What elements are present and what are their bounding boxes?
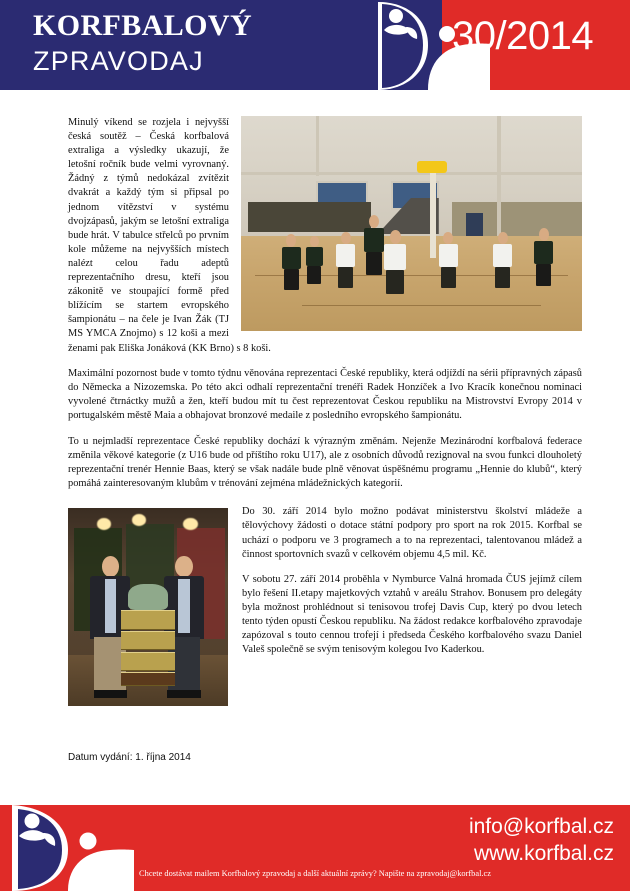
article-paragraph-3: To u nejmladší reprezentace České republiky dochází k výrazným změnám. Nejenže Mezinárodní korfbalová federace změnila věkové kategorie (z U16 bude od příštího roku U17), ale z osobních důvodů rezignoval na svou funkci dlouholetý reprezentační trenér Hennie Baas, který se však nadále bude plně věnovat úspěšnému programu „Hennie do klubů“, který pomáhá zainteresovaným klubům v trénování zejména mládežnických kategorií. <box>68 435 582 490</box>
footer-website[interactable]: www.korfbal.cz <box>473 842 614 865</box>
korfball-player-logo-icon <box>6 805 134 891</box>
article-paragraph-5: V sobotu 27. září 2014 proběhla v Nymburce Valná hromada ČUS jejímž cílem bylo řešení II.etapy majetkových vztahů v areálu Strahov. Bonusem pro delegáty byla možnost prohlédnout si tenisovou trofej Davis Cup, který po dvou letech tento týden opustí Českou republiku. Na žádost redakce korfbalového zpravodaje zapózoval s touto cennou trofejí i předseda Českého korfbalového svazu Daniel Valeš společně se svým tenisovým kolegou Ivo Kaderkou. <box>242 573 582 656</box>
paragraph-3-block <box>0 435 630 491</box>
korfball-match-photo <box>241 116 582 331</box>
article-paragraph-4: Do 30. září 2014 bylo možno podávat ministerstvu školství mládeže a tělovýchovy žádosti o dotace státní podpory pro sport na rok 2015. Korfbal se uchází o podporu ve 3 programech a to na reprezentaci, talentovanou mládež a činnost sportovních svazů v celkovém objemu 4,5 mil. Kč. <box>242 506 582 560</box>
masthead-title-line2: ZPRAVODAJ <box>33 46 204 76</box>
paragraph-2-block <box>0 367 630 423</box>
footer-contact <box>469 813 614 867</box>
intro-block <box>0 116 630 356</box>
footer-subscribe-note: Chcete dostávat mailem Korfbalový zpravodaj a další aktuální zprávy? Napište na zpravodaj@korfbal.cz <box>139 869 491 878</box>
publication-date: Datum vydání: 1. října 2014 <box>68 752 191 763</box>
footer-email[interactable]: info@korfbal.cz <box>468 815 614 838</box>
masthead-title-line1: KORFBALOVÝ <box>33 9 253 42</box>
issue-number: 30/2014 <box>452 14 594 58</box>
lower-block <box>0 505 630 712</box>
article-content <box>0 93 630 712</box>
davis-cup-trophy-photo <box>68 508 228 706</box>
article-paragraph-intro: Minulý víkend se rozjela i nejvyšší česká soutěž – Česká korfbalová extraliga a výsledky ukazují, že letošní ročník bude velmi vyrovnaný. Žádný z týmů nedokázal zvítězit dvakrát a každý tým si připsal po jednom vítězství v systému dvojzápasů, jakým se letošní extraliga bude hrát. V tabulce střelců po prvním kole můžeme na nejvyšších místech nalézt celou řadu adeptů reprezentačního dresu, kteří jsou zákonitě ve stoupající formě před blížícím se startem evropského šampionátu – na čele je Ivan Žák (TJ MS YMCA Znojmo) s 12 koši a mezi ženami pak Eliška Jonáková (KK Brno) s 8 koši. <box>68 117 271 354</box>
page-footer <box>0 805 630 891</box>
masthead <box>33 8 363 78</box>
article-paragraph-2: Maximální pozornost bude v tomto týdnu věnována reprezentaci České republiky, která odjíždí na sérii přípravných zápasů do Německa a Nizozemska. Po této akci odhalí reprezentační trenéři Radek Honzíček a Ivo Kracík konečnou nominaci vyvolené čtrnáctky mužů a žen, kteří budou mít tu čest reprezentovat Českou republiku na Mistrovství Evropy 2014 v portugalském městě Maia a obhajovat bronzové medaile z posledního evropského šampionátu. <box>68 367 582 421</box>
page-header <box>0 0 630 90</box>
